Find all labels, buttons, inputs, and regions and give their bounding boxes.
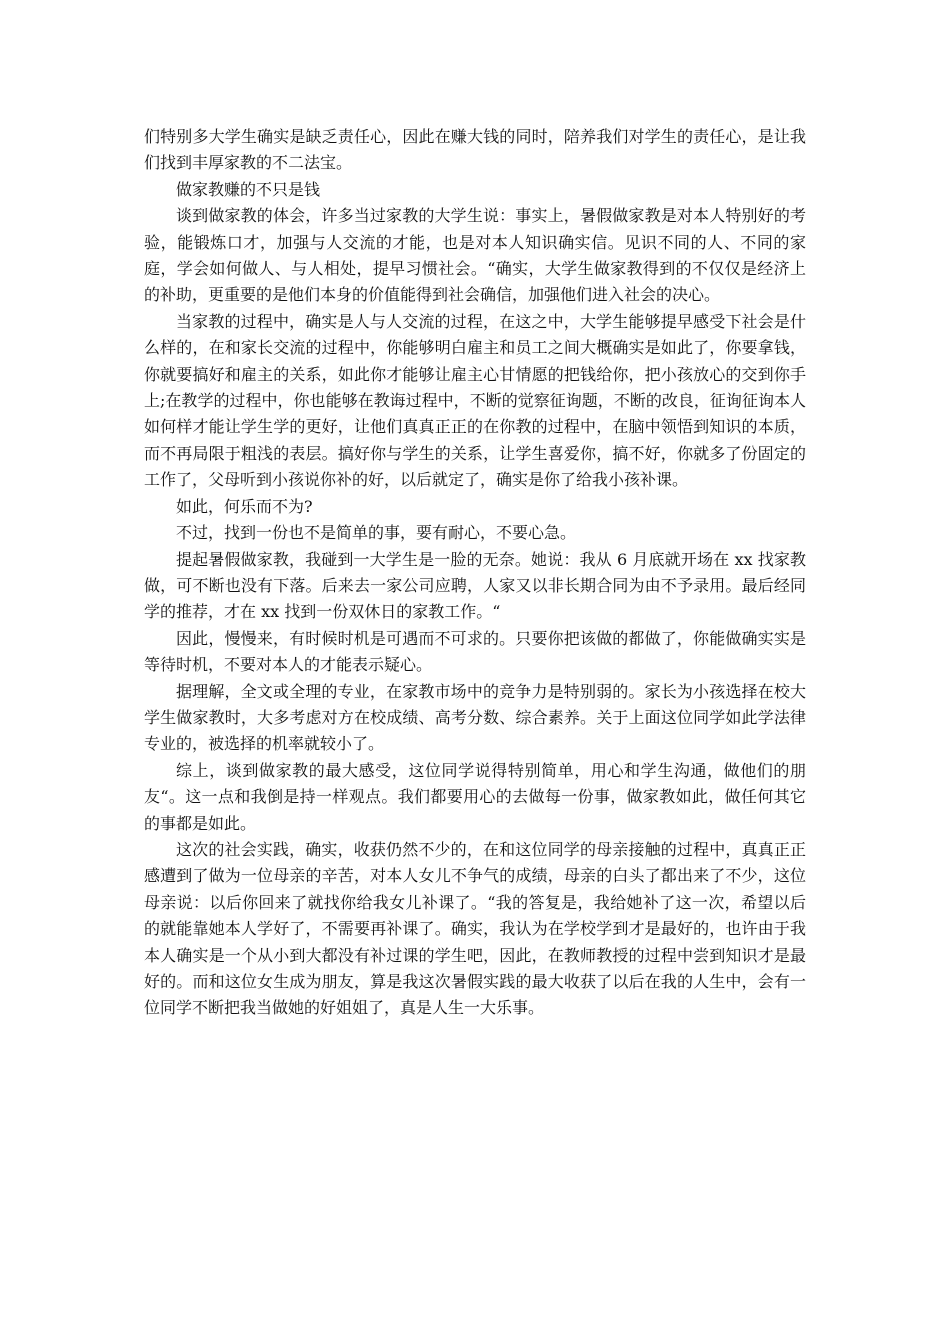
paragraph: 综上，谈到做家教的最大感受，这位同学说得特别简单，用心和学生沟通，做他们的朋友“。这一点和我倒是持一样观点。我们都要用心的去做每一份事，做家教如此，做任何其它的事都是如此。 (144, 760, 806, 833)
section-heading: 做家教赚的不只是钱 (176, 179, 321, 199)
paragraph: 不过，找到一份也不是简单的事，要有耐心，不要心急。 (176, 523, 577, 543)
paragraph: 这次的社会实践，确实，收获仍然不少的，在和这位同学的母亲接触的过程中，真真正正感遭到了做为一位母亲的辛苦，对本人女儿不争气的成绩，母亲的白头了都出来了不少，这位母亲说：以后你回来了就找你给我女儿补课了。“我的答复是，我给她补了这一次，希望以后的就能靠她本人学好了，不需要再补课了。确实，我认为在学校学到才是最好的，也许由于我本人确实是一个从小到大都没有补过课的学生吧，因此，在教师教授的过程中尝到知识才是最好的。而和这位女生成为朋友，算是我这次暑假实践的最大收获了以后在我的人生中，会有一位同学不断把我当做她的好姐姐了，真是人生一大乐事。 (144, 839, 806, 1018)
paragraph: 据理解，全文或全理的专业，在家教市场中的竞争力是特别弱的。家长为小孩选择在校大学生做家教时，大多考虑对方在校成绩、高考分数、综合素养。关于上面这位同学如此学法律专业的，被选择的机率就较小了。 (144, 681, 806, 754)
paragraph: 提起暑假做家教，我碰到一大学生是一脸的无奈。她说：我从 6 月底就开场在 xx 找家教做，可不断也没有下落。后来去一家公司应聘，人家又以非长期合同为由不予录用。最后经同学的推荐，才在 xx 找到一份双休日的家教工作。“ (144, 549, 806, 622)
paragraph: 因此，慢慢来，有时候时机是可遇而不可求的。只要你把该做的都做了，你能做确实实是等待时机，不要对本人的才能表示疑心。 (144, 628, 806, 675)
paragraph: 当家教的过程中，确实是人与人交流的过程，在这之中，大学生能够提早感受下社会是什么样的，在和家长交流的过程中，你能够明白雇主和员工之间大概确实是如此了，你要拿钱，你就要搞好和雇主的关系，如此你才能够让雇主心甘情愿的把钱给你，把小孩放心的交到你手上;在教学的过程中，你也能够在教诲过程中，不断的觉察征询题，不断的改良，征询征询本人如何样才能让学生学的更好，让他们真真正正的在你教的过程中，在脑中领悟到知识的本质，而不再局限于粗浅的表层。搞好你与学生的关系，让学生喜爱你，搞不好，你就多了份固定的工作了，父母听到小孩说你补的好，以后就定了，确实是你了给我小孩补课。 (144, 311, 806, 490)
paragraph-continuation: 们特别多大学生确实是缺乏责任心，因此在赚大钱的同时，陪养我们对学生的责任心，是让我们找到丰厚家教的不二法宝。 (144, 127, 806, 173)
document-body (144, 124, 806, 1022)
paragraph: 谈到做家教的体会，许多当过家教的大学生说：事实上，暑假做家教是对本人特别好的考验，能锻炼口才，加强与人交流的才能，也是对本人知识确实信。见识不同的人、不同的家庭，学会如何做人、与人相处，提早习惯社会。“确实，大学生做家教得到的不仅仅是经济上的补助，更重要的是他们本身的价值能得到社会确信，加强他们进入社会的决心。 (144, 206, 806, 305)
paragraph: 如此，何乐而不为? (176, 496, 313, 516)
